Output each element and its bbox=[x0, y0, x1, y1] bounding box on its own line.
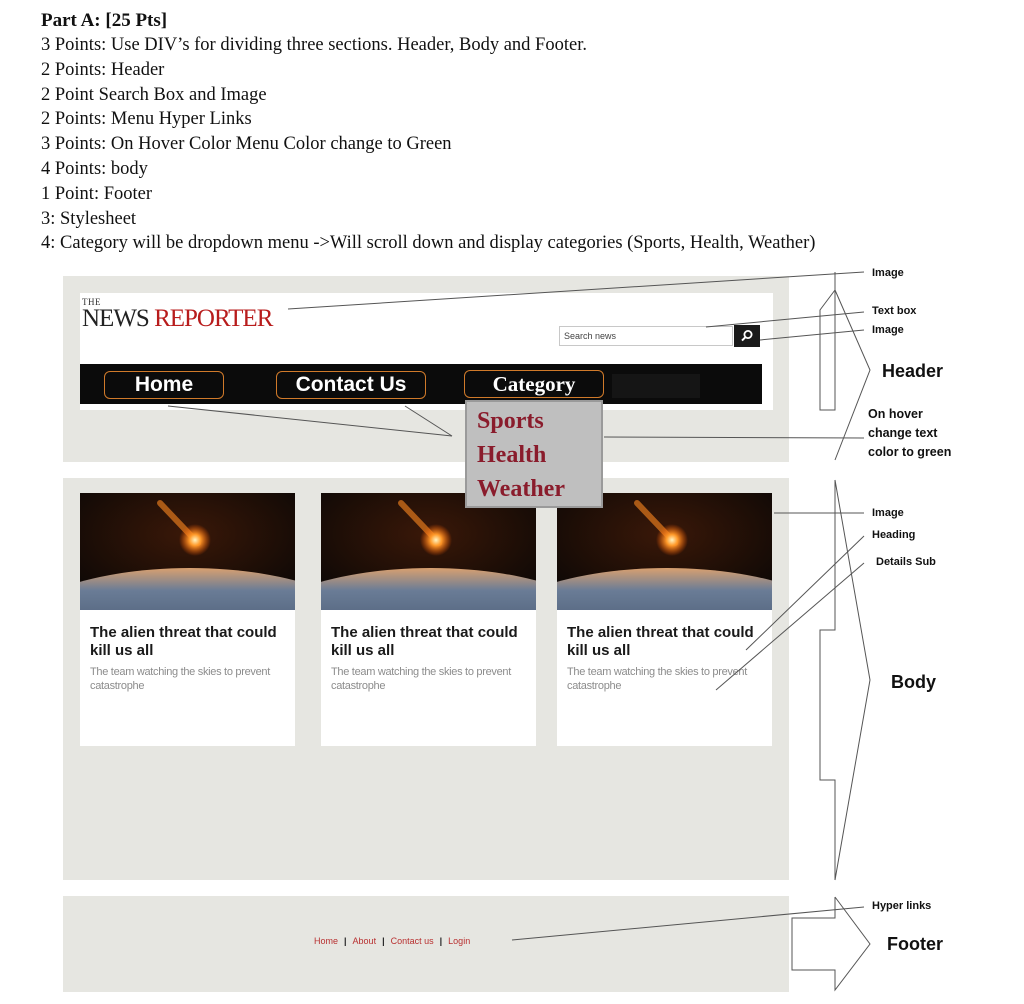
footer-link-about[interactable]: About bbox=[352, 936, 377, 946]
card-heading[interactable]: The alien threat that could kill us all bbox=[90, 624, 277, 659]
instruction-line: 4 Points: body bbox=[41, 158, 148, 179]
logo-reporter: REPORTER bbox=[154, 305, 273, 332]
part-title: Part A: [25 Pts] bbox=[41, 10, 168, 31]
news-card[interactable] bbox=[321, 493, 536, 746]
search-icon bbox=[740, 329, 754, 343]
annotation-image: Image bbox=[872, 324, 904, 336]
annotation-body: Body bbox=[891, 672, 936, 692]
category-dropdown[interactable] bbox=[465, 400, 603, 508]
menu-link-category[interactable]: Category bbox=[464, 370, 604, 398]
instructions-block bbox=[41, 8, 1001, 256]
search-input[interactable]: Search news bbox=[559, 326, 733, 346]
instruction-line: 3: Stylesheet bbox=[41, 208, 137, 229]
footer-link-home[interactable]: Home bbox=[314, 936, 339, 946]
logo-the: THE bbox=[82, 297, 101, 307]
instruction-line: 4: Category will be dropdown menu ->Will scroll down and display categories (Sports, Health, Weather) bbox=[41, 233, 816, 254]
annotation-details-sub: Details Sub bbox=[876, 556, 936, 568]
annotation-text-box: Text box bbox=[872, 305, 917, 317]
instruction-line: 2 Points: Header bbox=[41, 59, 165, 80]
card-heading[interactable]: The alien threat that could kill us all bbox=[567, 624, 754, 659]
site-logo[interactable] bbox=[82, 297, 272, 331]
instruction-line: 2 Points: Menu Hyper Links bbox=[41, 109, 252, 130]
dropdown-item-health[interactable]: Health bbox=[477, 442, 547, 468]
news-card[interactable] bbox=[80, 493, 295, 746]
logo-news: NEWS bbox=[82, 305, 149, 332]
dropdown-item-sports[interactable]: Sports bbox=[477, 408, 544, 434]
annotation-image: Image bbox=[872, 507, 904, 519]
annotation-header: Header bbox=[882, 361, 944, 381]
instruction-line: 1 Point: Footer bbox=[41, 183, 153, 204]
annotation-footer: Footer bbox=[887, 934, 943, 954]
card-image[interactable] bbox=[321, 493, 536, 610]
menu-link-contact-us[interactable]: Contact Us bbox=[276, 371, 426, 399]
card-image[interactable] bbox=[557, 493, 772, 610]
instruction-line: 2 Point Search Box and Image bbox=[41, 84, 267, 105]
footer-links: Home | About | Contact us | Login bbox=[314, 936, 471, 946]
footer-link-contact-us[interactable]: Contact us bbox=[390, 936, 434, 946]
card-details: The team watching the skies to prevent catastrophe bbox=[567, 666, 747, 692]
annotation-heading: Heading bbox=[872, 529, 916, 541]
menu-link-home[interactable]: Home bbox=[104, 371, 224, 399]
card-details: The team watching the skies to prevent catastrophe bbox=[331, 666, 511, 692]
dropdown-item-weather[interactable]: Weather bbox=[477, 476, 565, 502]
annotation-image: Image bbox=[872, 267, 904, 279]
annotation-hover-note: On hover change text color to green bbox=[868, 407, 952, 459]
annotation-hyper-links: Hyper links bbox=[872, 900, 932, 912]
search-button[interactable] bbox=[734, 325, 760, 347]
card-details: The team watching the skies to prevent catastrophe bbox=[90, 666, 270, 692]
instruction-line: 3 Points: Use DIV’s for dividing three sections. Header, Body and Footer. bbox=[41, 35, 587, 55]
card-heading[interactable]: The alien threat that could kill us all bbox=[331, 624, 518, 659]
card-image[interactable] bbox=[80, 493, 295, 610]
footer-link-login[interactable]: Login bbox=[448, 936, 471, 946]
instruction-line: 3 Points: On Hover Color Menu Color change to Green bbox=[41, 134, 452, 155]
menu-bar-blank bbox=[612, 374, 700, 398]
news-card[interactable] bbox=[557, 493, 772, 746]
